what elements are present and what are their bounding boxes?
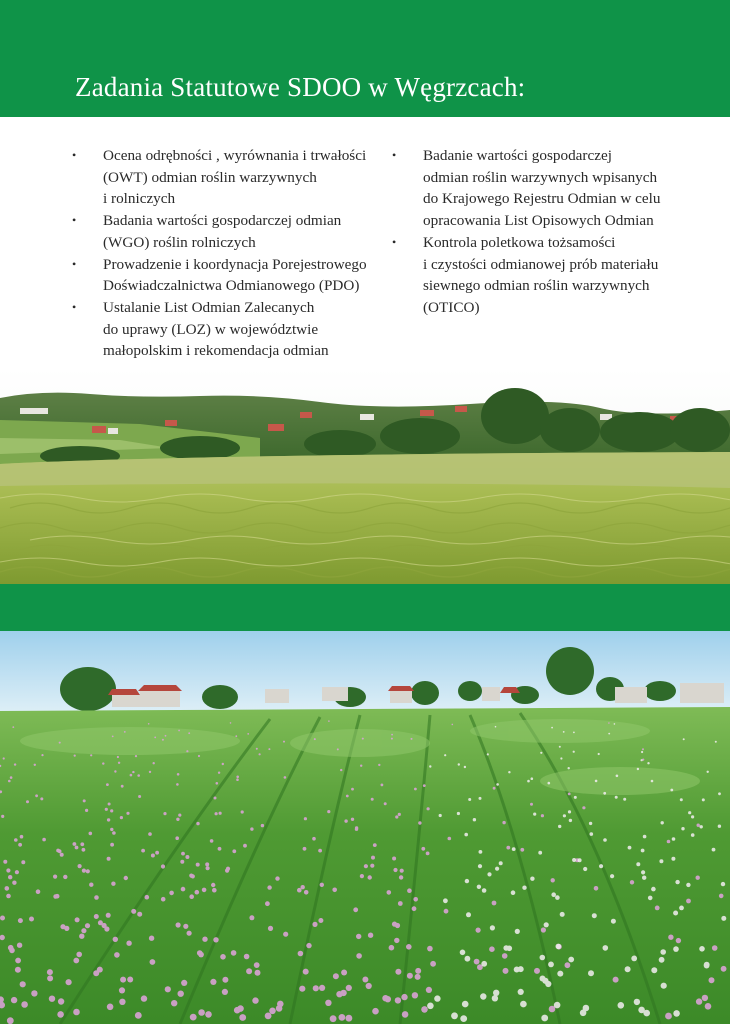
header-banner	[0, 0, 730, 117]
bullet-icon: •	[72, 213, 77, 228]
task-line: Prowadzenie i koordynacja Porejestrowego	[103, 255, 367, 273]
green-divider-band	[0, 584, 730, 631]
tasks-list-right	[392, 145, 682, 319]
task-line: (WGO) roślin rolniczych	[103, 233, 256, 251]
task-item	[392, 145, 682, 232]
task-item	[72, 145, 372, 210]
task-line: do uprawy (LOZ) w województwie	[103, 320, 319, 338]
bullet-icon: •	[72, 148, 77, 162]
task-line: Ustalanie List Odmian Zalecanych	[103, 298, 315, 316]
task-item	[72, 297, 372, 362]
task-line: (OWT) odmian roślin warzywnych	[103, 168, 317, 186]
task-line: i czystości odmianowej prób materiału	[423, 255, 659, 273]
task-line: siewnego odmian roślin warzywnych	[423, 277, 650, 295]
task-line: (OTICO)	[423, 298, 480, 316]
bullet-icon: •	[72, 299, 77, 314]
task-line: i rolniczych	[103, 190, 176, 208]
task-line: odmian roślin warzywnych wpisanych	[423, 168, 658, 186]
task-item	[392, 232, 682, 319]
task-line: Ocena odrębności , wyrównania i trwałości	[103, 147, 367, 164]
task-line: do Krajowego Rejestru Odmian w celu	[423, 190, 661, 208]
potato-field-photo	[0, 631, 730, 1024]
task-line: małopolskim i rekomendacja odmian	[103, 342, 329, 360]
task-line: Doświadczalnictwa Odmianowego (PDO)	[103, 277, 360, 295]
task-line: Badania wartości gospodarczej odmian	[103, 212, 342, 230]
task-line: opracowania List Opisowych Odmian	[423, 212, 654, 230]
bullet-icon: •	[72, 256, 77, 271]
task-item	[72, 254, 372, 297]
bullet-icon: •	[392, 234, 397, 249]
task-item	[72, 210, 372, 253]
task-line: Kontrola poletkowa tożsamości	[423, 233, 616, 251]
task-line: Badanie wartości gospodarczej	[423, 147, 612, 164]
tasks-list-left	[72, 145, 372, 362]
bullet-icon: •	[392, 148, 397, 162]
page-title: Zadania Statutowe SDOO w Węgrzcach:	[75, 72, 526, 102]
grain-field-village-photo	[0, 368, 730, 584]
